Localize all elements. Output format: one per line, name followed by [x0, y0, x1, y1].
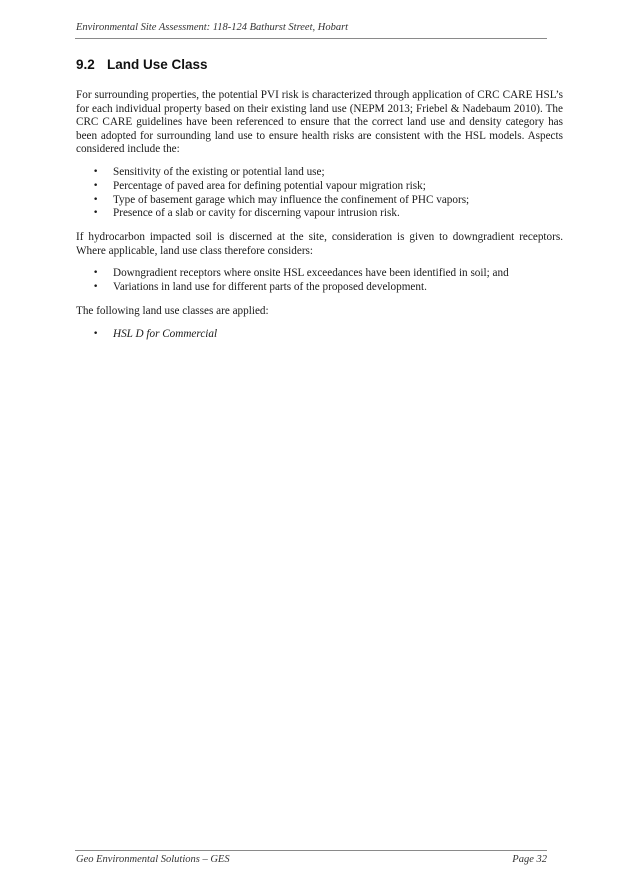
footer-company: Geo Environmental Solutions – GES [76, 854, 230, 865]
list-item-text: Presence of a slab or cavity for discerning vapour intrusion risk. [113, 207, 400, 220]
page-number: Page 32 [512, 854, 547, 865]
list-item-text: Sensitivity of the existing or potential land use; [113, 165, 325, 178]
footer-divider [75, 850, 547, 851]
bullet-icon: • [93, 268, 99, 279]
page-content [76, 57, 563, 351]
applied-paragraph: The following land use classes are applied: [76, 304, 269, 317]
bullet-icon: • [93, 180, 99, 191]
aspects-list [76, 166, 563, 221]
list-item [76, 328, 563, 342]
considers-list [76, 267, 563, 295]
list-item [76, 194, 563, 208]
list-item [76, 281, 563, 295]
list-item-text: Downgradient receptors where onsite HSL exceedances have been identified in soil; and [113, 267, 509, 280]
list-item [76, 267, 563, 281]
bullet-icon: • [93, 194, 99, 205]
list-item-text: Variations in land use for different parts of the proposed development. [113, 281, 427, 294]
section-title: Land Use Class [107, 57, 208, 72]
intro-paragraph: For surrounding properties, the potential PVI risk is characterized through application of CRC CARE HSL’s for each individual property based on their existing land use (NEPM 2013; Friebel & Nadebaum 2010). The CRC CARE guidelines have been referenced to ensure that the correct land use and density category has been adopted for surrounding land use to ensure health risks are consistent with the HSL models. Aspects considered include the: [76, 89, 563, 156]
list-item-text: Type of basement garage which may influence the confinement of PHC vapors; [113, 193, 470, 206]
section-heading [76, 57, 563, 72]
list-item [76, 166, 563, 180]
list-item-text: Percentage of paved area for defining potential vapour migration risk; [113, 179, 426, 192]
section-number: 9.2 [76, 57, 95, 72]
bullet-icon: • [93, 328, 99, 339]
bullet-icon: • [93, 166, 99, 177]
land-use-classes-list [76, 328, 563, 342]
list-item-text: HSL D for Commercial [113, 327, 218, 340]
bullet-icon: • [93, 208, 99, 219]
hydrocarbon-paragraph: If hydrocarbon impacted soil is discerned at the site, consideration is given to downgradient receptors. Where applicable, land use class therefore considers: [76, 231, 563, 257]
list-item [76, 207, 563, 221]
header-divider [75, 38, 547, 39]
page-header: Environmental Site Assessment: 118-124 Bathurst Street, Hobart [76, 22, 349, 33]
list-item [76, 180, 563, 194]
bullet-icon: • [93, 282, 99, 293]
